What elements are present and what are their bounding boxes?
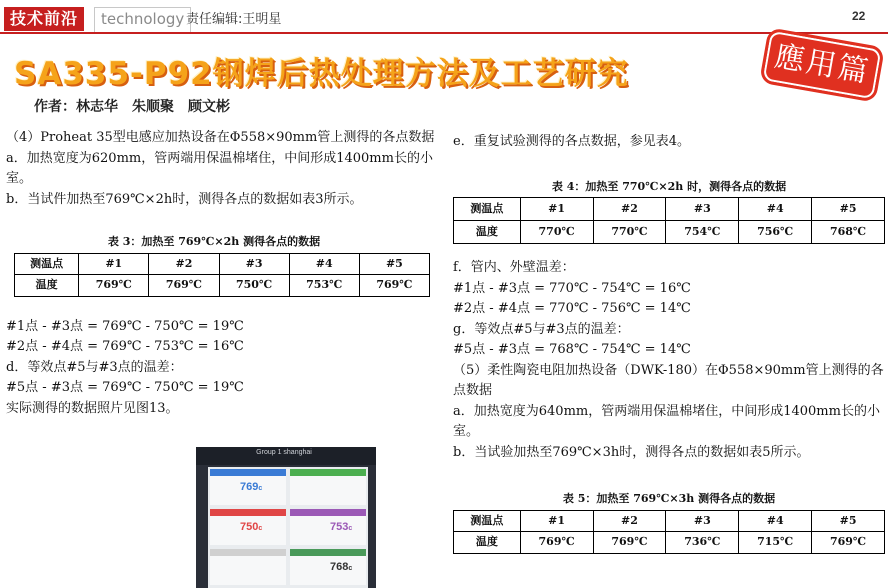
calc-line: #1点 - #3点 = 770℃ - 754℃ = 16℃	[453, 280, 691, 296]
table-row-label: 温度	[454, 532, 521, 554]
page-number: 22	[852, 9, 866, 23]
calc-line: #2点 - #4点 = 770℃ - 756℃ = 14℃	[453, 301, 691, 316]
table-3-caption: 表 3：加热至 769℃×2h 测得各点的数据	[107, 235, 321, 248]
table-cell: 736℃	[666, 532, 739, 554]
table-header-cell: 测温点	[454, 198, 521, 221]
table-cell: 769℃	[812, 532, 885, 554]
calc-line: #1点 - #3点 = 769℃ - 750℃ = 19℃	[6, 318, 244, 334]
table-header-cell: #2	[593, 510, 666, 532]
table-header-cell: 测温点	[454, 510, 521, 532]
stamp-text: 應用篇	[771, 38, 873, 91]
tile-color-stripe	[210, 549, 286, 556]
paragraph: （5）柔性陶瓷电阻加热设备（DWK-180）在Φ558×90mm管上测得的各点数据	[453, 362, 884, 398]
table-header-cell: #1	[79, 253, 149, 275]
table-row	[15, 275, 430, 297]
figure-13-photo	[196, 447, 376, 588]
reading-tile	[210, 509, 286, 545]
table-header-cell: 测温点	[15, 253, 79, 275]
table-header-cell: #5	[812, 198, 885, 221]
tile-color-stripe	[290, 469, 366, 476]
table-header-cell: #4	[739, 510, 812, 532]
table-row	[454, 532, 885, 554]
table-header-cell: #3	[666, 198, 739, 221]
paragraph: b．当试验加热至769℃×3h时，测得各点的数据如表5所示。	[453, 444, 810, 460]
table-5	[453, 510, 885, 554]
article-authors: 作者：林志华 朱顺聚 顾文彬	[34, 99, 230, 115]
calc-line: #5点 - #3点 = 768℃ - 754℃ = 14℃	[453, 342, 691, 357]
section-brand: 技术前沿	[4, 7, 84, 31]
monitor-header	[196, 447, 376, 465]
tile-color-stripe	[290, 509, 366, 516]
reading-value: 768c	[330, 561, 353, 573]
right-column	[453, 132, 885, 554]
paragraph: b．当试件加热至769℃×2h时，测得各点的数据如表3所示。	[6, 191, 363, 207]
table-4-caption: 表 4：加热至 770℃×2h 时，测得各点的数据	[551, 179, 787, 193]
paragraph: a．加热宽度为640mm，管两端用保温棉堵住，中间形成1400mm长的小室。	[453, 403, 880, 439]
page-header	[0, 0, 888, 34]
paragraph: f．管内、外壁温差：	[453, 260, 575, 275]
table-cell: 754℃	[666, 221, 739, 244]
application-stamp	[763, 31, 882, 100]
tile-color-stripe	[210, 469, 286, 476]
table-row-label: 温度	[15, 275, 79, 297]
paragraph: a．加热宽度为620mm，管两端用保温棉堵住，中间形成1400mm长的小室。	[6, 150, 433, 186]
header-rule	[0, 32, 888, 34]
reading-tile	[210, 469, 286, 505]
table-header-cell: #5	[359, 253, 429, 275]
table-5-caption: 表 5：加热至 769℃×3h 测得各点的数据	[562, 492, 776, 505]
table-header-cell: #2	[149, 253, 219, 275]
paragraph: d．等效点#5与#3点的温差：	[6, 359, 183, 375]
calc-line: #5点 - #3点 = 769℃ - 750℃ = 19℃	[6, 380, 244, 395]
table-header-cell: #3	[219, 253, 289, 275]
table-header-cell: #4	[739, 198, 812, 221]
table-cell: 756℃	[739, 221, 812, 244]
table-cell: 753℃	[289, 275, 359, 297]
calc-line: #2点 - #4点 = 769℃ - 753℃ = 16℃	[6, 339, 244, 354]
table-header-cell: #4	[289, 253, 359, 275]
paragraph: （4）Proheat 35型电感应加热设备在Φ558×90mm管上测得的各点数据	[6, 130, 435, 145]
reading-tile	[290, 469, 366, 505]
table-header-cell: #3	[666, 510, 739, 532]
table-cell: 769℃	[520, 532, 593, 554]
table-header-cell: #1	[520, 198, 593, 221]
monitor-screen	[208, 467, 368, 588]
table-4	[453, 197, 885, 244]
article-title: SA335-P92钢焊后热处理方法及工艺研究	[14, 56, 629, 92]
tile-color-stripe	[210, 509, 286, 516]
table-cell: 770℃	[593, 221, 666, 244]
monitor-group-label: Group 1 shanghai	[256, 449, 312, 456]
paragraph: g．等效点#5与#3点的温差：	[453, 321, 630, 337]
paragraph: 实际测得的数据照片见图13。	[6, 400, 179, 416]
table-cell: 715℃	[739, 532, 812, 554]
table-cell: 769℃	[149, 275, 219, 297]
paragraph: e．重复试验测得的各点数据，参见表4。	[453, 134, 690, 149]
table-cell: 769℃	[593, 532, 666, 554]
table-header-cell: #5	[812, 510, 885, 532]
tile-color-stripe	[290, 549, 366, 556]
table-cell: 769℃	[79, 275, 149, 297]
reading-tile	[210, 549, 286, 585]
table-cell: 750℃	[219, 275, 289, 297]
reading-value: 769c	[240, 481, 263, 493]
reading-tile	[290, 549, 366, 585]
editor-credit: 责任编辑:王明星	[186, 12, 282, 27]
reading-value: 750c	[240, 521, 263, 533]
section-brand-english: technology	[94, 7, 191, 33]
table-3	[14, 253, 430, 297]
table-header-cell: #1	[520, 510, 593, 532]
table-cell: 768℃	[812, 221, 885, 244]
table-cell: 770℃	[520, 221, 593, 244]
table-header-row	[454, 510, 885, 532]
table-header-row	[454, 198, 885, 221]
table-row-label: 温度	[454, 221, 521, 244]
table-cell: 769℃	[359, 275, 429, 297]
table-header-row	[15, 253, 430, 275]
left-column	[6, 128, 446, 419]
table-row	[454, 221, 885, 244]
reading-tile	[290, 509, 366, 545]
reading-value: 753c	[330, 521, 353, 533]
table-header-cell: #2	[593, 198, 666, 221]
